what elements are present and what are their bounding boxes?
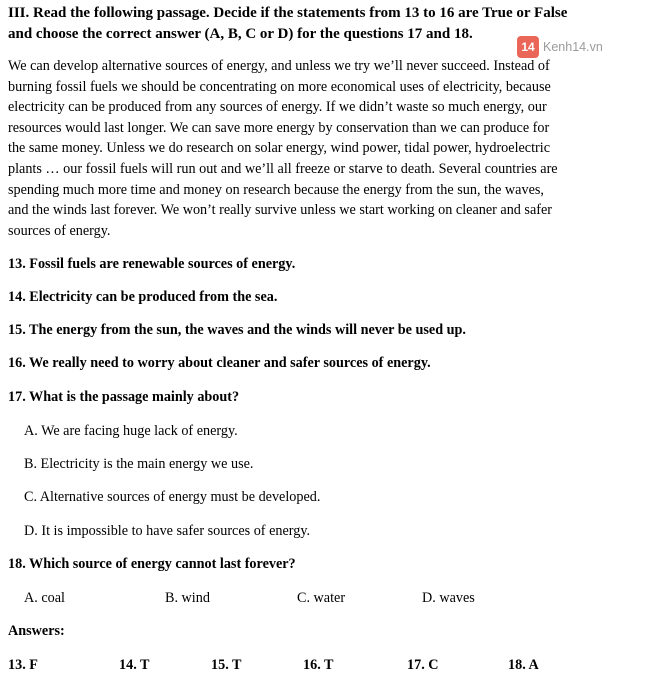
answers-label: Answers:: [8, 623, 65, 639]
heading-line-2: and choose the correct answer (A, B, C or D) for the questions 17 and 18.: [8, 26, 473, 42]
statement-16: 16. We really need to worry about cleaner and safer sources of energy.: [8, 355, 431, 371]
heading-line-1: III. Read the following passage. Decide if the statements from 13 to 16 are True or False: [8, 5, 568, 21]
passage-line: sources of energy.: [8, 222, 111, 239]
statement-14: 14. Electricity can be produced from the sea.: [8, 289, 278, 305]
passage-line: resources would last longer. We can save more energy by conservation than we can produce for: [8, 119, 550, 136]
passage-line: the same money. Unless we do research on solar energy, wind power, tidal power, hydroelectric: [8, 140, 551, 157]
question-17: 17. What is the passage mainly about?: [8, 389, 240, 405]
statement-15: 15. The energy from the sun, the waves and the winds will never be used up.: [8, 322, 466, 338]
passage-line: burning fossil fuels we should be concentrating on more economical uses of electricity, because: [8, 78, 551, 95]
q18-option-d: D. waves: [422, 590, 475, 606]
passage-line: spending much more time and money on research because the energy from the sun, the waves,: [8, 181, 544, 198]
watermark-text: Kenh14.vn: [543, 40, 603, 54]
reading-passage: [8, 56, 606, 241]
answer-18: 18. A: [508, 657, 539, 673]
kenh14-logo-icon: 14: [517, 36, 539, 58]
answer-14: 14. T: [119, 657, 150, 673]
passage-line: We can develop alternative sources of energy, and unless we try we’ll never succeed. Instead of: [8, 58, 550, 74]
q17-option-b: B. Electricity is the main energy we use.: [24, 456, 254, 472]
answer-16: 16. T: [303, 657, 334, 673]
q18-option-a: A. coal: [24, 590, 65, 606]
q18-option-b: B. wind: [165, 590, 210, 606]
passage-line: electricity can be produced from any sources of energy. If we didn’t waste so much energy, our: [8, 99, 547, 116]
q18-option-c: C. water: [297, 590, 346, 606]
statement-13: 13. Fossil fuels are renewable sources of energy.: [8, 256, 296, 272]
q17-option-c: C. Alternative sources of energy must be developed.: [24, 489, 321, 505]
passage-line: plants … our fossil fuels will run out and we’ll all freeze or starve to death. Several countries are: [8, 160, 558, 177]
q17-option-d: D. It is impossible to have safer sources of energy.: [24, 523, 311, 539]
passage-line: and the winds last forever. We won’t really survive unless we start working on cleaner and safer: [8, 202, 552, 219]
answer-13: 13. F: [8, 657, 38, 673]
q17-option-a: A. We are facing huge lack of energy.: [24, 423, 238, 439]
answer-15: 15. T: [211, 657, 242, 673]
question-18: 18. Which source of energy cannot last forever?: [8, 556, 296, 572]
answer-17: 17. C: [407, 657, 439, 673]
